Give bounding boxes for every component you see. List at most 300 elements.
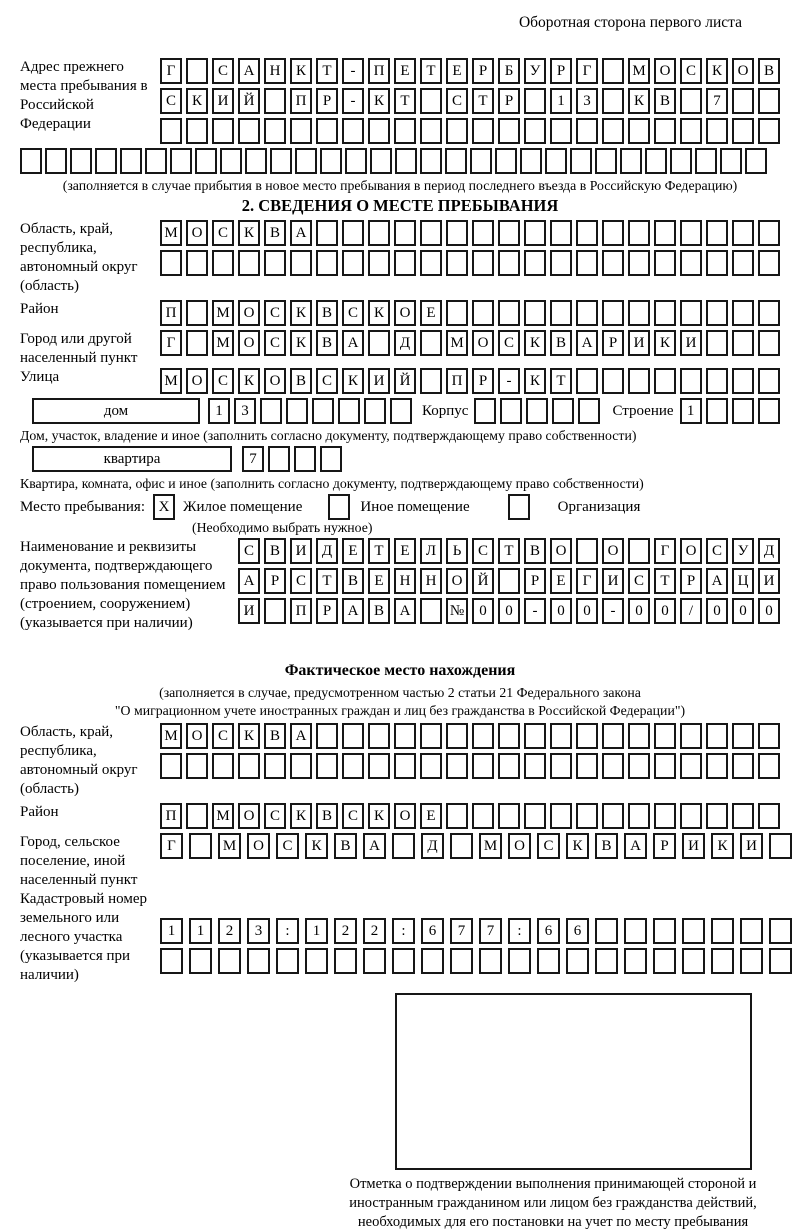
char-cell[interactable] xyxy=(218,948,241,974)
char-cell[interactable]: 0 xyxy=(576,598,598,624)
char-cell[interactable] xyxy=(628,538,650,564)
char-cell[interactable] xyxy=(550,220,572,246)
char-cell[interactable] xyxy=(628,753,650,779)
char-cell[interactable]: И xyxy=(290,538,312,564)
char-cell[interactable]: 0 xyxy=(732,598,754,624)
char-cell[interactable] xyxy=(620,148,642,174)
char-cell[interactable]: О xyxy=(238,330,260,356)
char-cell[interactable] xyxy=(578,398,600,424)
char-cell[interactable]: И xyxy=(212,88,234,114)
char-cell[interactable] xyxy=(628,368,650,394)
char-cell[interactable] xyxy=(186,58,208,84)
char-cell[interactable] xyxy=(706,723,728,749)
char-cell[interactable]: Р xyxy=(316,598,338,624)
char-cell[interactable]: М xyxy=(212,300,234,326)
char-cell[interactable] xyxy=(420,330,442,356)
char-cell[interactable] xyxy=(576,538,598,564)
char-cell[interactable]: 0 xyxy=(758,598,780,624)
char-cell[interactable]: Д xyxy=(421,833,444,859)
char-cell[interactable]: 2 xyxy=(334,918,357,944)
char-cell[interactable]: К xyxy=(566,833,589,859)
char-cell[interactable] xyxy=(524,300,546,326)
char-cell[interactable]: : xyxy=(276,918,299,944)
char-cell[interactable]: С xyxy=(212,368,234,394)
char-cell[interactable] xyxy=(758,723,780,749)
char-cell[interactable]: В xyxy=(264,538,286,564)
char-cell[interactable] xyxy=(498,803,520,829)
char-cell[interactable]: О xyxy=(446,568,468,594)
char-cell[interactable] xyxy=(498,753,520,779)
char-cell[interactable]: 6 xyxy=(566,918,589,944)
char-cell[interactable] xyxy=(552,398,574,424)
char-cell[interactable] xyxy=(472,723,494,749)
char-cell[interactable]: Т xyxy=(498,538,520,564)
char-cell[interactable]: Т xyxy=(316,568,338,594)
char-cell[interactable] xyxy=(602,300,624,326)
char-cell[interactable] xyxy=(446,118,468,144)
char-cell[interactable]: - xyxy=(342,58,364,84)
char-cell[interactable] xyxy=(680,118,702,144)
checkbox-inoe[interactable] xyxy=(328,494,350,520)
char-cell[interactable]: К xyxy=(711,833,734,859)
char-cell[interactable]: Е xyxy=(446,58,468,84)
char-cell[interactable]: С xyxy=(264,330,286,356)
char-cell[interactable] xyxy=(758,118,780,144)
char-cell[interactable] xyxy=(70,148,92,174)
char-cell[interactable]: А xyxy=(706,568,728,594)
char-cell[interactable]: 2 xyxy=(363,918,386,944)
char-cell[interactable]: 1 xyxy=(550,88,572,114)
char-cell[interactable]: П xyxy=(446,368,468,394)
char-cell[interactable] xyxy=(320,446,342,472)
char-cell[interactable]: С xyxy=(316,368,338,394)
char-cell[interactable]: Р xyxy=(472,368,494,394)
char-cell[interactable]: Ь xyxy=(446,538,468,564)
char-cell[interactable]: Р xyxy=(498,88,520,114)
char-cell[interactable]: И xyxy=(682,833,705,859)
char-cell[interactable] xyxy=(628,300,650,326)
char-cell[interactable]: В xyxy=(342,568,364,594)
char-cell[interactable] xyxy=(395,148,417,174)
char-cell[interactable]: Р xyxy=(653,833,676,859)
char-cell[interactable] xyxy=(446,300,468,326)
char-cell[interactable]: У xyxy=(732,538,754,564)
char-cell[interactable]: К xyxy=(342,368,364,394)
char-cell[interactable] xyxy=(550,803,572,829)
char-cell[interactable] xyxy=(758,330,780,356)
char-cell[interactable] xyxy=(758,803,780,829)
char-cell[interactable] xyxy=(160,118,182,144)
char-cell[interactable] xyxy=(654,368,676,394)
char-cell[interactable] xyxy=(305,948,328,974)
char-cell[interactable]: 3 xyxy=(247,918,270,944)
char-cell[interactable] xyxy=(45,148,67,174)
char-cell[interactable] xyxy=(238,250,260,276)
char-cell[interactable]: О xyxy=(654,58,676,84)
char-cell[interactable]: : xyxy=(508,918,531,944)
char-cell[interactable]: Г xyxy=(160,833,183,859)
char-cell[interactable] xyxy=(537,948,560,974)
char-cell[interactable] xyxy=(312,398,334,424)
char-cell[interactable]: О xyxy=(247,833,270,859)
char-cell[interactable]: П xyxy=(290,88,312,114)
char-cell[interactable] xyxy=(212,250,234,276)
char-cell[interactable]: В xyxy=(264,723,286,749)
char-cell[interactable]: А xyxy=(624,833,647,859)
char-cell[interactable]: В xyxy=(316,803,338,829)
char-cell[interactable] xyxy=(470,148,492,174)
char-cell[interactable] xyxy=(602,250,624,276)
char-cell[interactable] xyxy=(732,803,754,829)
char-cell[interactable] xyxy=(602,803,624,829)
char-cell[interactable] xyxy=(338,398,360,424)
char-cell[interactable] xyxy=(653,918,676,944)
char-cell[interactable]: К xyxy=(706,58,728,84)
char-cell[interactable]: П xyxy=(160,300,182,326)
char-cell[interactable] xyxy=(706,330,728,356)
char-cell[interactable]: Р xyxy=(550,58,572,84)
char-cell[interactable] xyxy=(186,118,208,144)
char-cell[interactable] xyxy=(706,220,728,246)
char-cell[interactable]: И xyxy=(602,568,624,594)
char-cell[interactable] xyxy=(680,723,702,749)
char-cell[interactable] xyxy=(160,250,182,276)
char-cell[interactable]: Е xyxy=(342,538,364,564)
char-cell[interactable] xyxy=(654,220,676,246)
char-cell[interactable]: С xyxy=(212,723,234,749)
char-cell[interactable] xyxy=(732,118,754,144)
char-cell[interactable]: И xyxy=(238,598,260,624)
char-cell[interactable]: Н xyxy=(264,58,286,84)
char-cell[interactable]: / xyxy=(680,598,702,624)
char-cell[interactable] xyxy=(286,398,308,424)
char-cell[interactable]: О xyxy=(264,368,286,394)
char-cell[interactable]: О xyxy=(186,368,208,394)
char-cell[interactable] xyxy=(498,118,520,144)
char-cell[interactable]: 6 xyxy=(537,918,560,944)
char-cell[interactable] xyxy=(680,250,702,276)
char-cell[interactable] xyxy=(394,753,416,779)
char-cell[interactable] xyxy=(160,948,183,974)
char-cell[interactable]: Т xyxy=(550,368,572,394)
char-cell[interactable]: О xyxy=(238,300,260,326)
char-cell[interactable] xyxy=(220,148,242,174)
char-cell[interactable] xyxy=(758,753,780,779)
char-cell[interactable]: Й xyxy=(394,368,416,394)
char-cell[interactable] xyxy=(368,118,390,144)
char-cell[interactable] xyxy=(316,250,338,276)
char-cell[interactable]: А xyxy=(363,833,386,859)
char-cell[interactable] xyxy=(628,723,650,749)
char-cell[interactable]: О xyxy=(602,538,624,564)
char-cell[interactable] xyxy=(653,948,676,974)
char-cell[interactable] xyxy=(450,833,473,859)
char-cell[interactable] xyxy=(342,220,364,246)
char-cell[interactable] xyxy=(472,753,494,779)
char-cell[interactable] xyxy=(595,148,617,174)
char-cell[interactable] xyxy=(195,148,217,174)
char-cell[interactable] xyxy=(345,148,367,174)
char-cell[interactable]: С xyxy=(160,88,182,114)
char-cell[interactable]: П xyxy=(368,58,390,84)
char-cell[interactable]: А xyxy=(394,598,416,624)
char-cell[interactable] xyxy=(602,88,624,114)
char-cell[interactable] xyxy=(645,148,667,174)
char-cell[interactable] xyxy=(446,753,468,779)
char-cell[interactable]: Р xyxy=(680,568,702,594)
char-cell[interactable] xyxy=(602,58,624,84)
char-cell[interactable]: Н xyxy=(420,568,442,594)
char-cell[interactable]: - xyxy=(602,598,624,624)
char-cell[interactable] xyxy=(316,753,338,779)
char-cell[interactable] xyxy=(420,118,442,144)
char-cell[interactable] xyxy=(186,250,208,276)
char-cell[interactable]: - xyxy=(524,598,546,624)
char-cell[interactable]: Г xyxy=(576,568,598,594)
char-cell[interactable] xyxy=(628,118,650,144)
char-cell[interactable] xyxy=(420,368,442,394)
char-cell[interactable] xyxy=(550,300,572,326)
char-cell[interactable]: С xyxy=(342,300,364,326)
char-cell[interactable] xyxy=(420,88,442,114)
char-cell[interactable]: Р xyxy=(316,88,338,114)
char-cell[interactable]: С xyxy=(498,330,520,356)
char-cell[interactable]: С xyxy=(706,538,728,564)
char-cell[interactable] xyxy=(654,753,676,779)
char-cell[interactable] xyxy=(576,300,598,326)
char-cell[interactable]: И xyxy=(758,568,780,594)
char-cell[interactable]: П xyxy=(160,803,182,829)
char-cell[interactable] xyxy=(654,803,676,829)
char-cell[interactable] xyxy=(550,723,572,749)
char-cell[interactable] xyxy=(680,88,702,114)
char-cell[interactable]: 1 xyxy=(160,918,183,944)
char-cell[interactable] xyxy=(474,398,496,424)
char-cell[interactable]: О xyxy=(394,300,416,326)
char-cell[interactable]: Д xyxy=(394,330,416,356)
char-cell[interactable] xyxy=(290,118,312,144)
char-cell[interactable]: Е xyxy=(550,568,572,594)
char-cell[interactable] xyxy=(732,368,754,394)
checkbox-zhiloe[interactable]: X xyxy=(153,494,175,520)
char-cell[interactable]: В xyxy=(595,833,618,859)
char-cell[interactable]: О xyxy=(238,803,260,829)
char-cell[interactable]: В xyxy=(368,598,390,624)
char-cell[interactable]: Б xyxy=(498,58,520,84)
char-cell[interactable] xyxy=(576,723,598,749)
char-cell[interactable] xyxy=(316,118,338,144)
char-cell[interactable] xyxy=(316,220,338,246)
char-cell[interactable] xyxy=(498,723,520,749)
char-cell[interactable] xyxy=(294,446,316,472)
char-cell[interactable]: С xyxy=(628,568,650,594)
char-cell[interactable] xyxy=(472,220,494,246)
char-cell[interactable] xyxy=(732,330,754,356)
char-cell[interactable]: К xyxy=(290,330,312,356)
char-cell[interactable]: С xyxy=(472,538,494,564)
char-cell[interactable] xyxy=(276,948,299,974)
char-cell[interactable]: Т xyxy=(368,538,390,564)
char-cell[interactable]: 1 xyxy=(189,918,212,944)
char-cell[interactable] xyxy=(628,803,650,829)
char-cell[interactable] xyxy=(334,948,357,974)
char-cell[interactable] xyxy=(706,300,728,326)
char-cell[interactable] xyxy=(508,948,531,974)
char-cell[interactable] xyxy=(472,250,494,276)
char-cell[interactable] xyxy=(186,753,208,779)
char-cell[interactable]: К xyxy=(238,368,260,394)
char-cell[interactable]: М xyxy=(160,220,182,246)
char-cell[interactable] xyxy=(212,118,234,144)
char-cell[interactable] xyxy=(270,148,292,174)
char-cell[interactable]: С xyxy=(537,833,560,859)
char-cell[interactable]: М xyxy=(160,368,182,394)
char-cell[interactable] xyxy=(472,118,494,144)
char-cell[interactable] xyxy=(364,398,386,424)
char-cell[interactable] xyxy=(680,753,702,779)
char-cell[interactable]: 0 xyxy=(654,598,676,624)
char-cell[interactable]: С xyxy=(264,803,286,829)
char-cell[interactable] xyxy=(170,148,192,174)
char-cell[interactable] xyxy=(576,368,598,394)
char-cell[interactable] xyxy=(680,368,702,394)
char-cell[interactable]: Д xyxy=(758,538,780,564)
char-cell[interactable] xyxy=(758,368,780,394)
char-cell[interactable] xyxy=(732,723,754,749)
char-cell[interactable]: 3 xyxy=(234,398,256,424)
char-cell[interactable] xyxy=(363,948,386,974)
char-cell[interactable] xyxy=(595,948,618,974)
char-cell[interactable] xyxy=(602,753,624,779)
char-cell[interactable]: В xyxy=(316,300,338,326)
char-cell[interactable]: И xyxy=(368,368,390,394)
char-cell[interactable] xyxy=(720,148,742,174)
char-cell[interactable]: М xyxy=(160,723,182,749)
char-cell[interactable] xyxy=(740,948,763,974)
char-cell[interactable]: В xyxy=(758,58,780,84)
char-cell[interactable] xyxy=(420,220,442,246)
char-cell[interactable]: Т xyxy=(394,88,416,114)
char-cell[interactable] xyxy=(370,148,392,174)
char-cell[interactable] xyxy=(769,948,792,974)
char-cell[interactable] xyxy=(160,753,182,779)
char-cell[interactable] xyxy=(711,948,734,974)
char-cell[interactable]: У xyxy=(524,58,546,84)
char-cell[interactable]: 6 xyxy=(421,918,444,944)
char-cell[interactable] xyxy=(420,753,442,779)
char-cell[interactable] xyxy=(758,300,780,326)
char-cell[interactable] xyxy=(445,148,467,174)
char-cell[interactable] xyxy=(260,398,282,424)
char-cell[interactable] xyxy=(268,446,290,472)
char-cell[interactable]: Е xyxy=(420,803,442,829)
char-cell[interactable] xyxy=(264,753,286,779)
char-cell[interactable] xyxy=(711,918,734,944)
char-cell[interactable] xyxy=(316,723,338,749)
char-cell[interactable] xyxy=(745,148,767,174)
char-cell[interactable] xyxy=(498,250,520,276)
char-cell[interactable] xyxy=(368,220,390,246)
char-cell[interactable]: Г xyxy=(160,330,182,356)
char-cell[interactable] xyxy=(186,330,208,356)
char-cell[interactable]: К xyxy=(186,88,208,114)
char-cell[interactable]: С xyxy=(212,58,234,84)
char-cell[interactable] xyxy=(758,398,780,424)
char-cell[interactable]: Р xyxy=(472,58,494,84)
char-cell[interactable] xyxy=(732,398,754,424)
char-cell[interactable] xyxy=(498,568,520,594)
char-cell[interactable] xyxy=(570,148,592,174)
char-cell[interactable]: Г xyxy=(160,58,182,84)
char-cell[interactable]: К xyxy=(290,300,312,326)
char-cell[interactable] xyxy=(670,148,692,174)
char-cell[interactable]: О xyxy=(186,723,208,749)
char-cell[interactable]: А xyxy=(342,598,364,624)
char-cell[interactable] xyxy=(524,88,546,114)
char-cell[interactable]: Т xyxy=(472,88,494,114)
char-cell[interactable] xyxy=(628,220,650,246)
char-cell[interactable]: С xyxy=(238,538,260,564)
char-cell[interactable] xyxy=(550,753,572,779)
char-cell[interactable] xyxy=(602,118,624,144)
char-cell[interactable] xyxy=(706,368,728,394)
char-cell[interactable] xyxy=(495,148,517,174)
char-cell[interactable]: С xyxy=(264,300,286,326)
char-cell[interactable] xyxy=(120,148,142,174)
char-cell[interactable]: Й xyxy=(472,568,494,594)
char-cell[interactable]: В xyxy=(654,88,676,114)
char-cell[interactable] xyxy=(392,948,415,974)
char-cell[interactable]: О xyxy=(680,538,702,564)
char-cell[interactable] xyxy=(682,918,705,944)
char-cell[interactable] xyxy=(680,300,702,326)
char-cell[interactable] xyxy=(189,948,212,974)
char-cell[interactable]: Д xyxy=(316,538,338,564)
char-cell[interactable] xyxy=(654,118,676,144)
char-cell[interactable]: 0 xyxy=(706,598,728,624)
char-cell[interactable] xyxy=(446,723,468,749)
char-cell[interactable] xyxy=(524,220,546,246)
char-cell[interactable]: С xyxy=(446,88,468,114)
char-cell[interactable] xyxy=(595,918,618,944)
char-cell[interactable] xyxy=(680,220,702,246)
char-cell[interactable] xyxy=(769,833,792,859)
char-cell[interactable] xyxy=(500,398,522,424)
char-cell[interactable]: К xyxy=(524,368,546,394)
char-cell[interactable] xyxy=(524,118,546,144)
char-cell[interactable] xyxy=(654,300,676,326)
char-cell[interactable] xyxy=(472,300,494,326)
char-cell[interactable]: А xyxy=(238,58,260,84)
char-cell[interactable] xyxy=(758,250,780,276)
char-cell[interactable] xyxy=(498,220,520,246)
char-cell[interactable] xyxy=(524,803,546,829)
char-cell[interactable]: № xyxy=(446,598,468,624)
char-cell[interactable]: О xyxy=(186,220,208,246)
char-cell[interactable] xyxy=(368,250,390,276)
char-cell[interactable]: Е xyxy=(420,300,442,326)
char-cell[interactable] xyxy=(680,803,702,829)
char-cell[interactable]: 1 xyxy=(680,398,702,424)
char-cell[interactable] xyxy=(566,948,589,974)
char-cell[interactable] xyxy=(368,330,390,356)
char-cell[interactable]: С xyxy=(342,803,364,829)
char-cell[interactable] xyxy=(247,948,270,974)
char-cell[interactable]: В xyxy=(264,220,286,246)
checkbox-organizaciya[interactable] xyxy=(508,494,530,520)
char-cell[interactable] xyxy=(732,300,754,326)
char-cell[interactable] xyxy=(342,753,364,779)
